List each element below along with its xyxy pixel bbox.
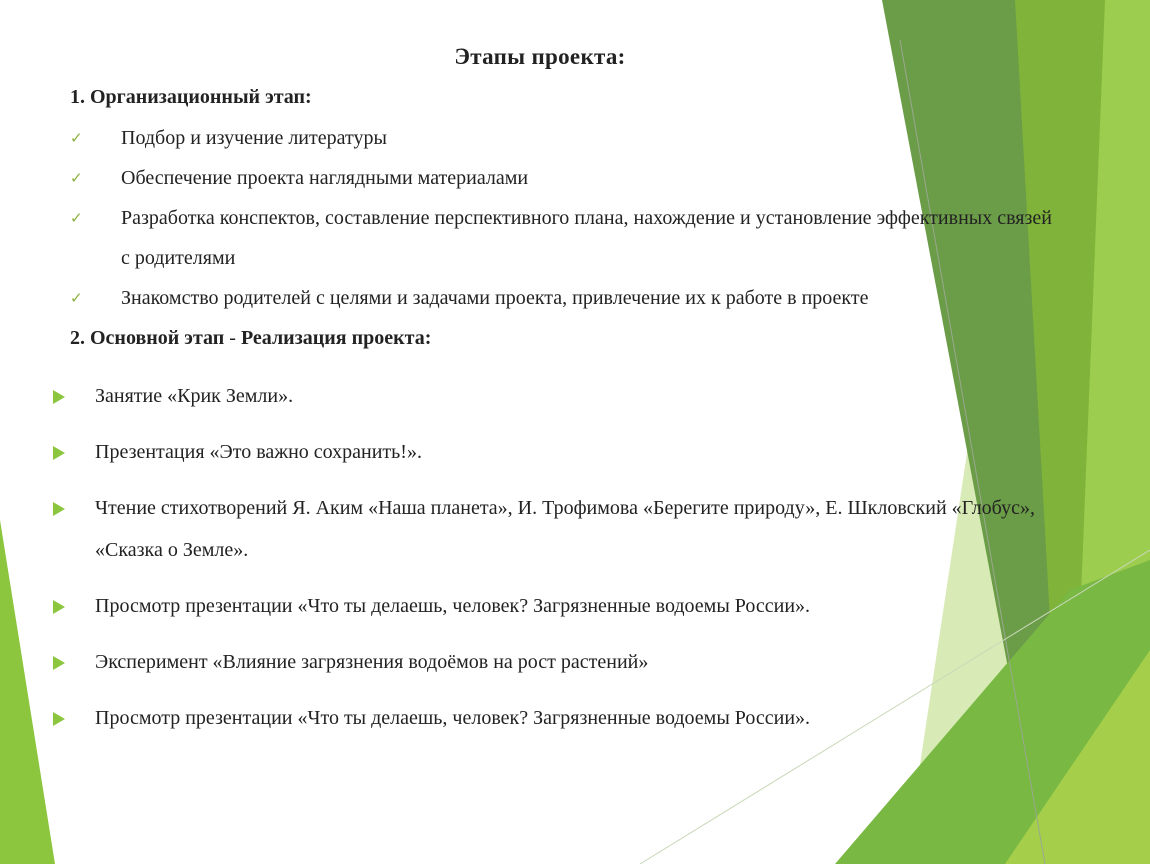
check-item-text: Подбор и изучение литературы [121,127,387,149]
bullet-item-text: Чтение стихотворений Я. Аким «Наша планета», И. Трофимова «Берегите природу», Е. Шкловский «Глобус», «Сказка о Земле». [95,497,1035,561]
check-list-item [70,278,990,318]
slide-title: Этапы проекта: [454,44,626,69]
bullet-item-text: Просмотр презентации «Что ты делаешь, человек? Загрязненные водоемы России». [95,595,811,617]
bullet-list-item [50,585,1050,627]
check-item-text: Обеспечение проекта наглядными материалами [121,167,529,189]
triangle-bullet-icon [53,656,65,670]
checkmark-icon: ✓ [70,169,83,187]
checkmark-icon: ✓ [70,129,83,147]
bullet-list-item [50,641,1050,683]
bullet-item-text: Эксперимент «Влияние загрязнения водоёмов на рост растений» [95,651,649,673]
check-item-text: Знакомство родителей с целями и задачами проекта, привлечение их к работе в проекте [121,287,869,309]
check-list-item [70,158,1052,198]
checkmark-icon: ✓ [70,289,83,307]
bullet-list-item [50,431,1050,473]
triangle-bullet-icon [53,712,65,726]
bullet-item-text: Презентация «Это важно сохранить!». [95,441,422,463]
stage1-heading: 1. Организационный этап: [70,86,312,108]
stage2-heading-separator: - [224,327,241,349]
check-item-text: Разработка конспектов, составление перспективного плана, нахождение и установление эффективных связей с родителями [121,207,1052,269]
triangle-bullet-icon [53,446,65,460]
bullet-item-text: Просмотр презентации «Что ты делаешь, человек? Загрязненные водоемы России». [95,707,811,729]
check-list-item [70,118,1052,158]
bullet-list-item [50,487,1050,571]
stage2-heading-part2: Реализация проекта: [240,327,432,349]
triangle-bullet-icon [53,600,65,614]
triangle-bullet-icon [53,390,65,404]
bullet-list-item [50,697,1050,739]
bullet-item-text: Занятие «Крик Земли». [95,385,294,407]
bullet-list-item [50,375,1050,417]
triangle-bullet-icon [53,502,65,516]
stage2-heading [70,327,431,350]
stage2-heading-part1: 2. Основной этап [70,327,225,349]
check-list-item [70,198,1052,278]
checkmark-icon: ✓ [70,209,83,227]
